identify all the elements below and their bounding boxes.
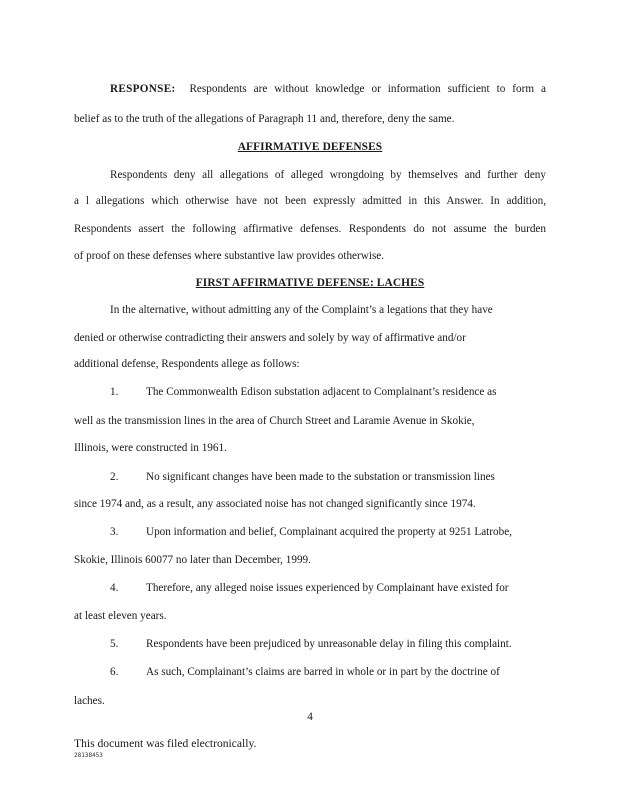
defenses-line-4: of proof on these defenses where substantive law provides otherwise.: [74, 250, 385, 262]
item-2-line-2: since 1974 and, as a result, any associated noise has not changed significantly since 1974.: [74, 498, 476, 510]
item-4-line-2: at least eleven years.: [74, 610, 167, 622]
intro-line-3: additional defense, Respondents allege as follows:: [74, 358, 300, 370]
item-4-line-1: Therefore, any alleged noise issues experienced by Complainant have existed for: [146, 582, 509, 594]
item-1-number: 1.: [110, 386, 119, 398]
filed-electronically-notice: This document was filed electronically.: [74, 737, 257, 750]
item-1-line-3: Illinois, were constructed in 1961.: [74, 442, 227, 454]
defenses-line-3: Respondents assert the following affirmative defenses. Respondents do not assume the burden: [74, 223, 546, 235]
item-6-line-2: laches.: [74, 695, 105, 707]
defenses-line-1: Respondents deny all allegations of alleged wrongdoing by themselves and further deny: [110, 169, 546, 181]
item-3-number: 3.: [110, 526, 119, 538]
response-label: RESPONSE:: [110, 83, 176, 95]
item-6-line-1: As such, Complainant’s claims are barred in whole or in part by the doctrine of: [146, 666, 500, 678]
first-defense-heading: FIRST AFFIRMATIVE DEFENSE: LACHES: [195, 277, 425, 289]
intro-line-2: denied or otherwise contradicting their answers and solely by way of affirmative and/or: [74, 332, 466, 344]
affirmative-defenses-heading: AFFIRMATIVE DEFENSES: [237, 141, 383, 153]
item-5-number: 5.: [110, 638, 119, 650]
defenses-line-2: a l allegations which otherwise have not been expressly admitted in this Answer. In addition,: [74, 195, 546, 207]
item-2-line-1: No significant changes have been made to the substation or transmission lines: [146, 471, 495, 483]
response-line-1-text: Respondents are without knowledge or information sufficient to form a: [189, 83, 546, 95]
item-4-number: 4.: [110, 582, 119, 594]
intro-line-1: In the alternative, without admitting any of the Complaint’s a legations that they have: [110, 304, 493, 316]
item-3-line-2: Skokie, Illinois 60077 no later than December, 1999.: [74, 554, 311, 566]
item-1-line-2: well as the transmission lines in the area of Church Street and Laramie Avenue in Skokie,: [74, 415, 475, 427]
document-id: 28138453: [74, 752, 103, 759]
page-number: 4: [307, 711, 313, 723]
item-1-line-1: The Commonwealth Edison substation adjacent to Complainant’s residence as: [146, 386, 497, 398]
item-3-line-1: Upon information and belief, Complainant acquired the property at 9251 Latrobe,: [146, 526, 512, 538]
response-line-1: [110, 82, 546, 96]
item-6-number: 6.: [110, 666, 119, 678]
item-5-line-1: Respondents have been prejudiced by unreasonable delay in filing this complaint.: [146, 638, 512, 650]
item-2-number: 2.: [110, 471, 119, 483]
response-line-2: belief as to the truth of the allegations of Paragraph 11 and, therefore, deny the same.: [74, 113, 455, 125]
